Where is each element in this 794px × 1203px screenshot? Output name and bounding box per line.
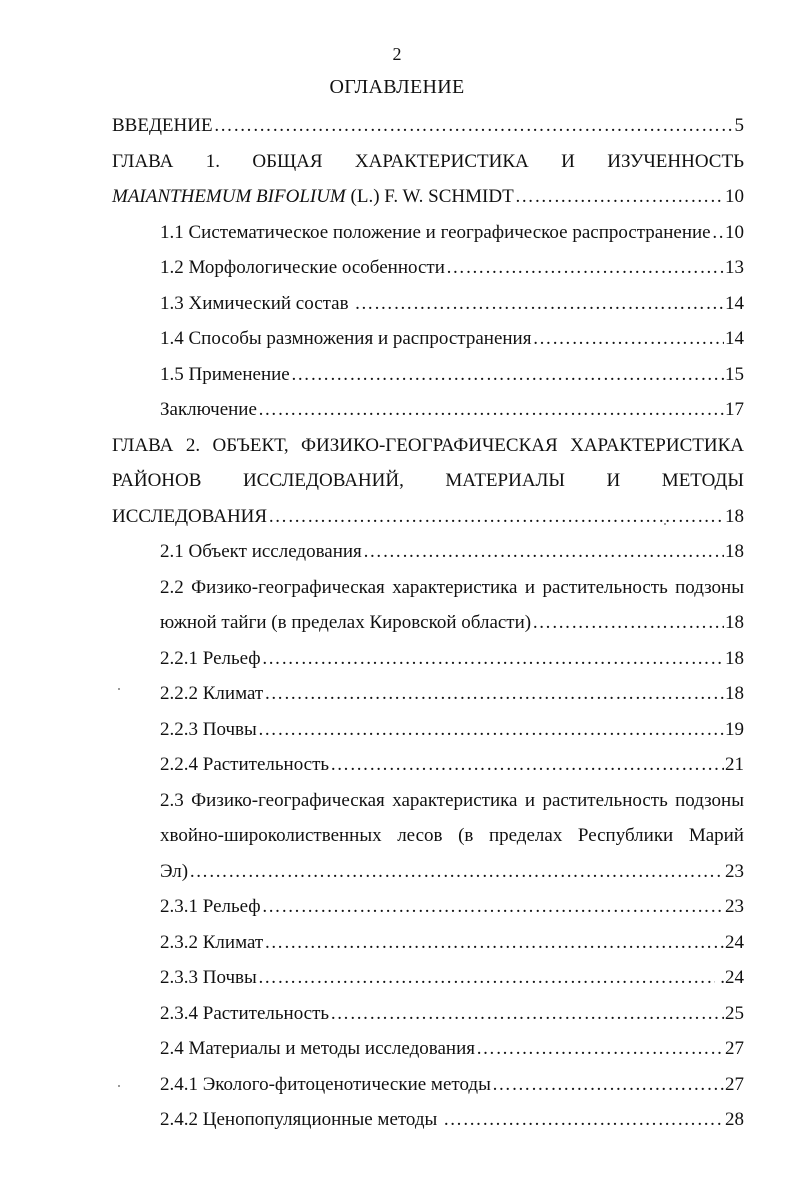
toc-entry-label: 2.2.1 Рельеф [160,647,261,669]
toc-page-number: 18 [725,505,744,527]
toc-entry-label: южной тайги (в пределах Кировской области) [160,612,532,633]
toc-entry-label: ВВЕДЕНИЕ [112,115,213,136]
title-word: ГЛАВА [112,150,174,172]
dot-leader [515,179,724,215]
toc-entry-2-2-line2[interactable] [160,605,744,641]
toc-entry[interactable] [160,321,744,357]
toc-entry-2-3-line1[interactable] [160,783,744,819]
title-word: Марий [688,825,744,846]
title-word: ИЗУЧЕННОСТЬ [607,150,744,172]
toc-page-number: 23 [725,896,744,917]
section-2-3-title-words [160,783,744,819]
toc-page-number: 14 [725,292,744,314]
toc-page-number: 10 [725,186,744,207]
dot-leader [258,712,724,748]
title-word: Физико-географическая [191,789,385,811]
toc-page-number: 21 [725,754,744,775]
toc-entry-label: 1.3 Химический состав [160,292,354,314]
chapter1-title-line2[interactable] [112,179,744,215]
title-word: хвойно-широколиственных [160,825,382,846]
dot-leader [258,392,724,428]
title-word: ХАРАКТЕРИСТИКА [354,150,529,172]
scan-speck [118,688,120,690]
title-word: ИССЛЕДОВАНИЙ, [242,470,404,491]
section-2-2-title-words [160,570,744,606]
toc-page-number: 27 [725,1038,744,1059]
title-word: 2.2 [160,576,184,598]
title-word: МЕТОДЫ [661,470,744,491]
dot-leader [262,641,724,677]
toc-page-number: 17 [725,399,744,420]
toc-page-number: 27 [725,1073,744,1095]
toc-entry-label: Заключение [160,399,257,420]
toc-page-number: .24 [715,967,744,988]
section-2-3-title-words [160,818,744,854]
toc-entry-label: 2.2.2 Климат [160,683,264,704]
title-word: ХАРАКТЕРИСТИКА [570,434,744,456]
chapter1-title-words [112,144,744,180]
dot-leader [354,286,724,322]
toc-entry[interactable] [160,712,744,748]
toc-page-number: 18 [725,612,744,633]
toc-entry[interactable] [160,641,744,677]
toc-entry-introduction[interactable] [112,108,744,144]
title-word: Физико-географическая [191,576,385,598]
title-word: лесов [397,825,443,846]
title-word: РАЙОНОВ [112,470,202,491]
title-word: 2.3 [160,789,184,811]
title-word: И [606,470,621,491]
toc-entry-label: 2.2.3 Почвы [160,718,257,740]
toc-entry-2-3-line2[interactable] [160,818,744,854]
title-word: растительность [542,576,668,598]
dot-leader [446,250,724,286]
toc-entry-label: 1.2 Морфологические особенности [160,257,445,278]
toc-page-number: 13 [725,257,744,278]
toc-entry-label: 1.5 Применение [160,363,290,385]
toc-entry[interactable] [160,1067,744,1103]
toc-entry-label: 2.3.1 Рельеф [160,896,261,917]
species-author: (L.) F. W. SCHMIDT [345,186,514,207]
toc-page-number: 15 [725,363,744,385]
dot-leader [291,357,724,393]
dot-leader [214,108,734,144]
toc-entry[interactable] [160,215,744,251]
toc-page-number: 24 [725,931,744,953]
title-word: 1. [205,150,220,172]
chapter1-entries [112,215,744,428]
toc-entry-label: 2.4 Материалы и методы исследования [160,1038,475,1059]
toc-entry[interactable] [160,392,744,428]
toc-entry[interactable] [160,1102,744,1138]
toc-entry[interactable] [160,925,744,961]
toc-page-number: 10 [725,221,744,243]
toc-entry-label: ИССЛЕДОВАНИЯ [112,505,268,527]
toc-entry-2-3-line3[interactable] [160,854,744,890]
title-word: растительность [542,789,668,811]
dot-leader [262,889,724,925]
scan-speck [664,523,666,525]
title-word: ОБЪЕКТ, [212,434,289,456]
toc-entry-label: 2.3.4 Растительность [160,1002,330,1024]
toc-entry-label: 1.4 Способы размножения и распространения [160,328,532,349]
toc-entry[interactable] [160,1031,744,1067]
dot-leader [532,321,724,357]
toc-entry[interactable] [160,996,744,1032]
toc-page-number: 18 [725,647,744,669]
title-word: МАТЕРИАЛЫ [445,470,565,491]
dot-leader [532,605,724,641]
dot-leader [268,499,724,535]
title-word: подзоны [675,576,744,598]
toc-entry-label: 2.4.2 Ценопопуляционные методы [160,1109,443,1130]
title-word: Республики [577,825,674,846]
toc-page-number: 5 [734,115,744,136]
toc-entry[interactable] [160,357,744,393]
toc-heading: ОГЛАВЛЕНИЕ [329,76,465,98]
toc-page-number: 18 [725,683,744,704]
toc-entry-label: 2.3.2 Климат [160,931,264,953]
toc-entry[interactable] [160,960,744,996]
section-2-3-entries [112,889,744,1138]
toc-page-number: 23 [725,860,744,882]
title-word: ГЛАВА [112,434,174,456]
toc-entry-2-1[interactable] [160,534,744,570]
dot-leader [476,1031,724,1067]
scan-speck [118,1085,120,1087]
toc-entry-label: 2.2.4 Растительность [160,754,330,775]
dot-leader [363,534,724,570]
toc-page-number: 19 [725,718,744,740]
dot-leader [492,1067,724,1103]
title-word: ФИЗИКО-ГЕОГРАФИЧЕСКАЯ [301,434,558,456]
title-word: подзоны [675,789,744,811]
dot-leader [189,854,724,890]
title-word: и [524,576,536,598]
title-word: И [561,150,575,172]
dot-leader [264,676,724,712]
toc-page-number: 25 [725,1002,744,1024]
chapter2-title-words [112,463,744,499]
title-word: ОБЩАЯ [252,150,323,172]
species-name: MAIANTHEMUM BIFOLIUM [112,186,346,207]
title-word: и [524,789,536,811]
chapter2-title-line2[interactable] [112,463,744,499]
title-word: 2. [185,434,201,456]
title-word: характеристика [392,576,518,598]
toc-entry-label: 2.1 Объект исследования [160,541,362,562]
toc-page-number: 14 [725,328,744,349]
toc-entry[interactable] [160,250,744,286]
chapter2-title-line1[interactable] [112,428,744,464]
toc-page-number: 28 [725,1109,744,1130]
section-2-2-entries [112,641,744,783]
chapter2-title-words [112,428,744,464]
toc-entry[interactable] [160,676,744,712]
toc-entry-label: 1.1 Систематическое положение и географическое распространение [160,221,711,243]
toc-page-number: 18 [725,541,744,562]
toc-entry-label: 2.3.3 Почвы [160,967,257,988]
table-of-contents [112,108,744,1138]
title-word: характеристика [392,789,518,811]
chapter1-title-line1[interactable] [112,144,744,180]
toc-entry[interactable] [160,747,744,783]
dot-leader [258,960,715,996]
toc-entry-2-2-line1[interactable] [160,570,744,606]
toc-entry-label: 2.4.1 Эколого-фитоценотические методы [160,1073,491,1095]
dot-leader [330,747,724,783]
page-number: 2 [392,44,402,64]
toc-entry[interactable] [160,286,744,322]
dot-leader [330,996,724,1032]
dot-leader [712,215,724,251]
toc-entry[interactable] [160,889,744,925]
dot-leader [264,925,724,961]
dot-leader [443,1102,724,1138]
title-word: (в [458,825,474,846]
title-word: пределах [488,825,563,846]
toc-entry-label: Эл) [160,860,189,882]
chapter2-title-line3[interactable] [112,499,744,535]
